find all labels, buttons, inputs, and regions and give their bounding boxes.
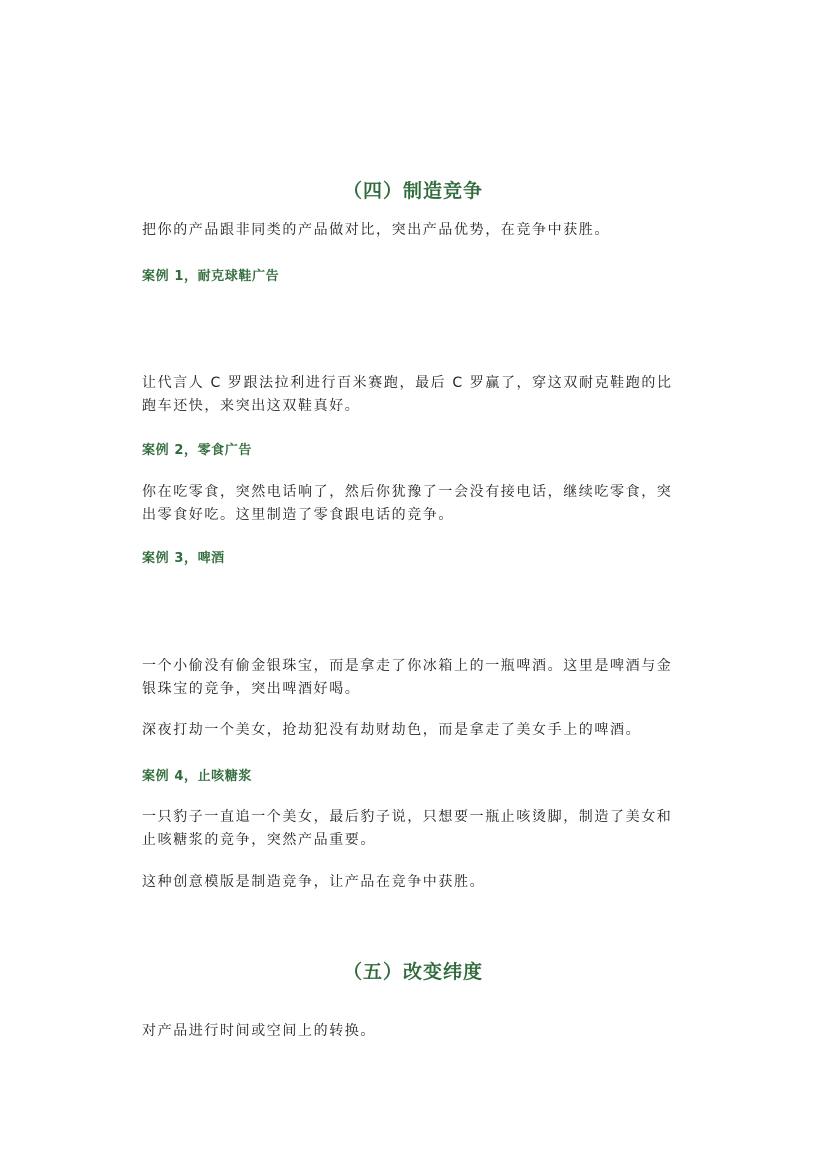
case-4-paragraph: 一只豹子一直追一个美女，最后豹子说，只想要一瓶止咳烫脚，制造了美女和止咳糖浆的竞争，突然产品重要。 xyxy=(142,809,673,848)
case-2-paragraph: 你在吃零食，突然电话响了，然后你犹豫了一会没有接电话，继续吃零食，突出零食好吃。这里制造了零食跟电话的竞争。 xyxy=(142,484,673,523)
case-3-title: 案例 3，啤酒 xyxy=(142,551,225,566)
case-3-paragraph-1: 一个小偷没有偷金银珠宝，而是拿走了你冰箱上的一瓶啤酒。这里是啤酒与金银珠宝的竞争，突出啤酒好喝。 xyxy=(142,658,673,697)
case-3-paragraph-2: 深夜打劫一个美女，抢劫犯没有劫财劫色，而是拿走了美女手上的啤酒。 xyxy=(142,722,642,738)
case-4-title: 案例 4，止咳糖浆 xyxy=(142,769,252,784)
case-1-paragraph: 让代言人 C 罗跟法拉利进行百米赛跑，最后 C 罗赢了，穿这双耐克鞋跑的比跑车还快，来突出这双鞋真好。 xyxy=(142,375,673,414)
case-2-title: 案例 2，零食广告 xyxy=(142,443,252,458)
section-heading-5: （五）改变纬度 xyxy=(342,961,483,983)
section-4-intro: 把你的产品跟非同类的产品做对比，突出产品优势，在竞争中获胜。 xyxy=(142,222,610,238)
section-5-intro: 对产品进行时间或空间上的转换。 xyxy=(142,1023,376,1039)
section-4-conclusion: 这种创意模版是制造竞争，让产品在竞争中获胜。 xyxy=(142,874,486,890)
section-heading-4: （四）制造竞争 xyxy=(342,180,483,202)
case-1-title: 案例 1，耐克球鞋广告 xyxy=(142,269,280,284)
